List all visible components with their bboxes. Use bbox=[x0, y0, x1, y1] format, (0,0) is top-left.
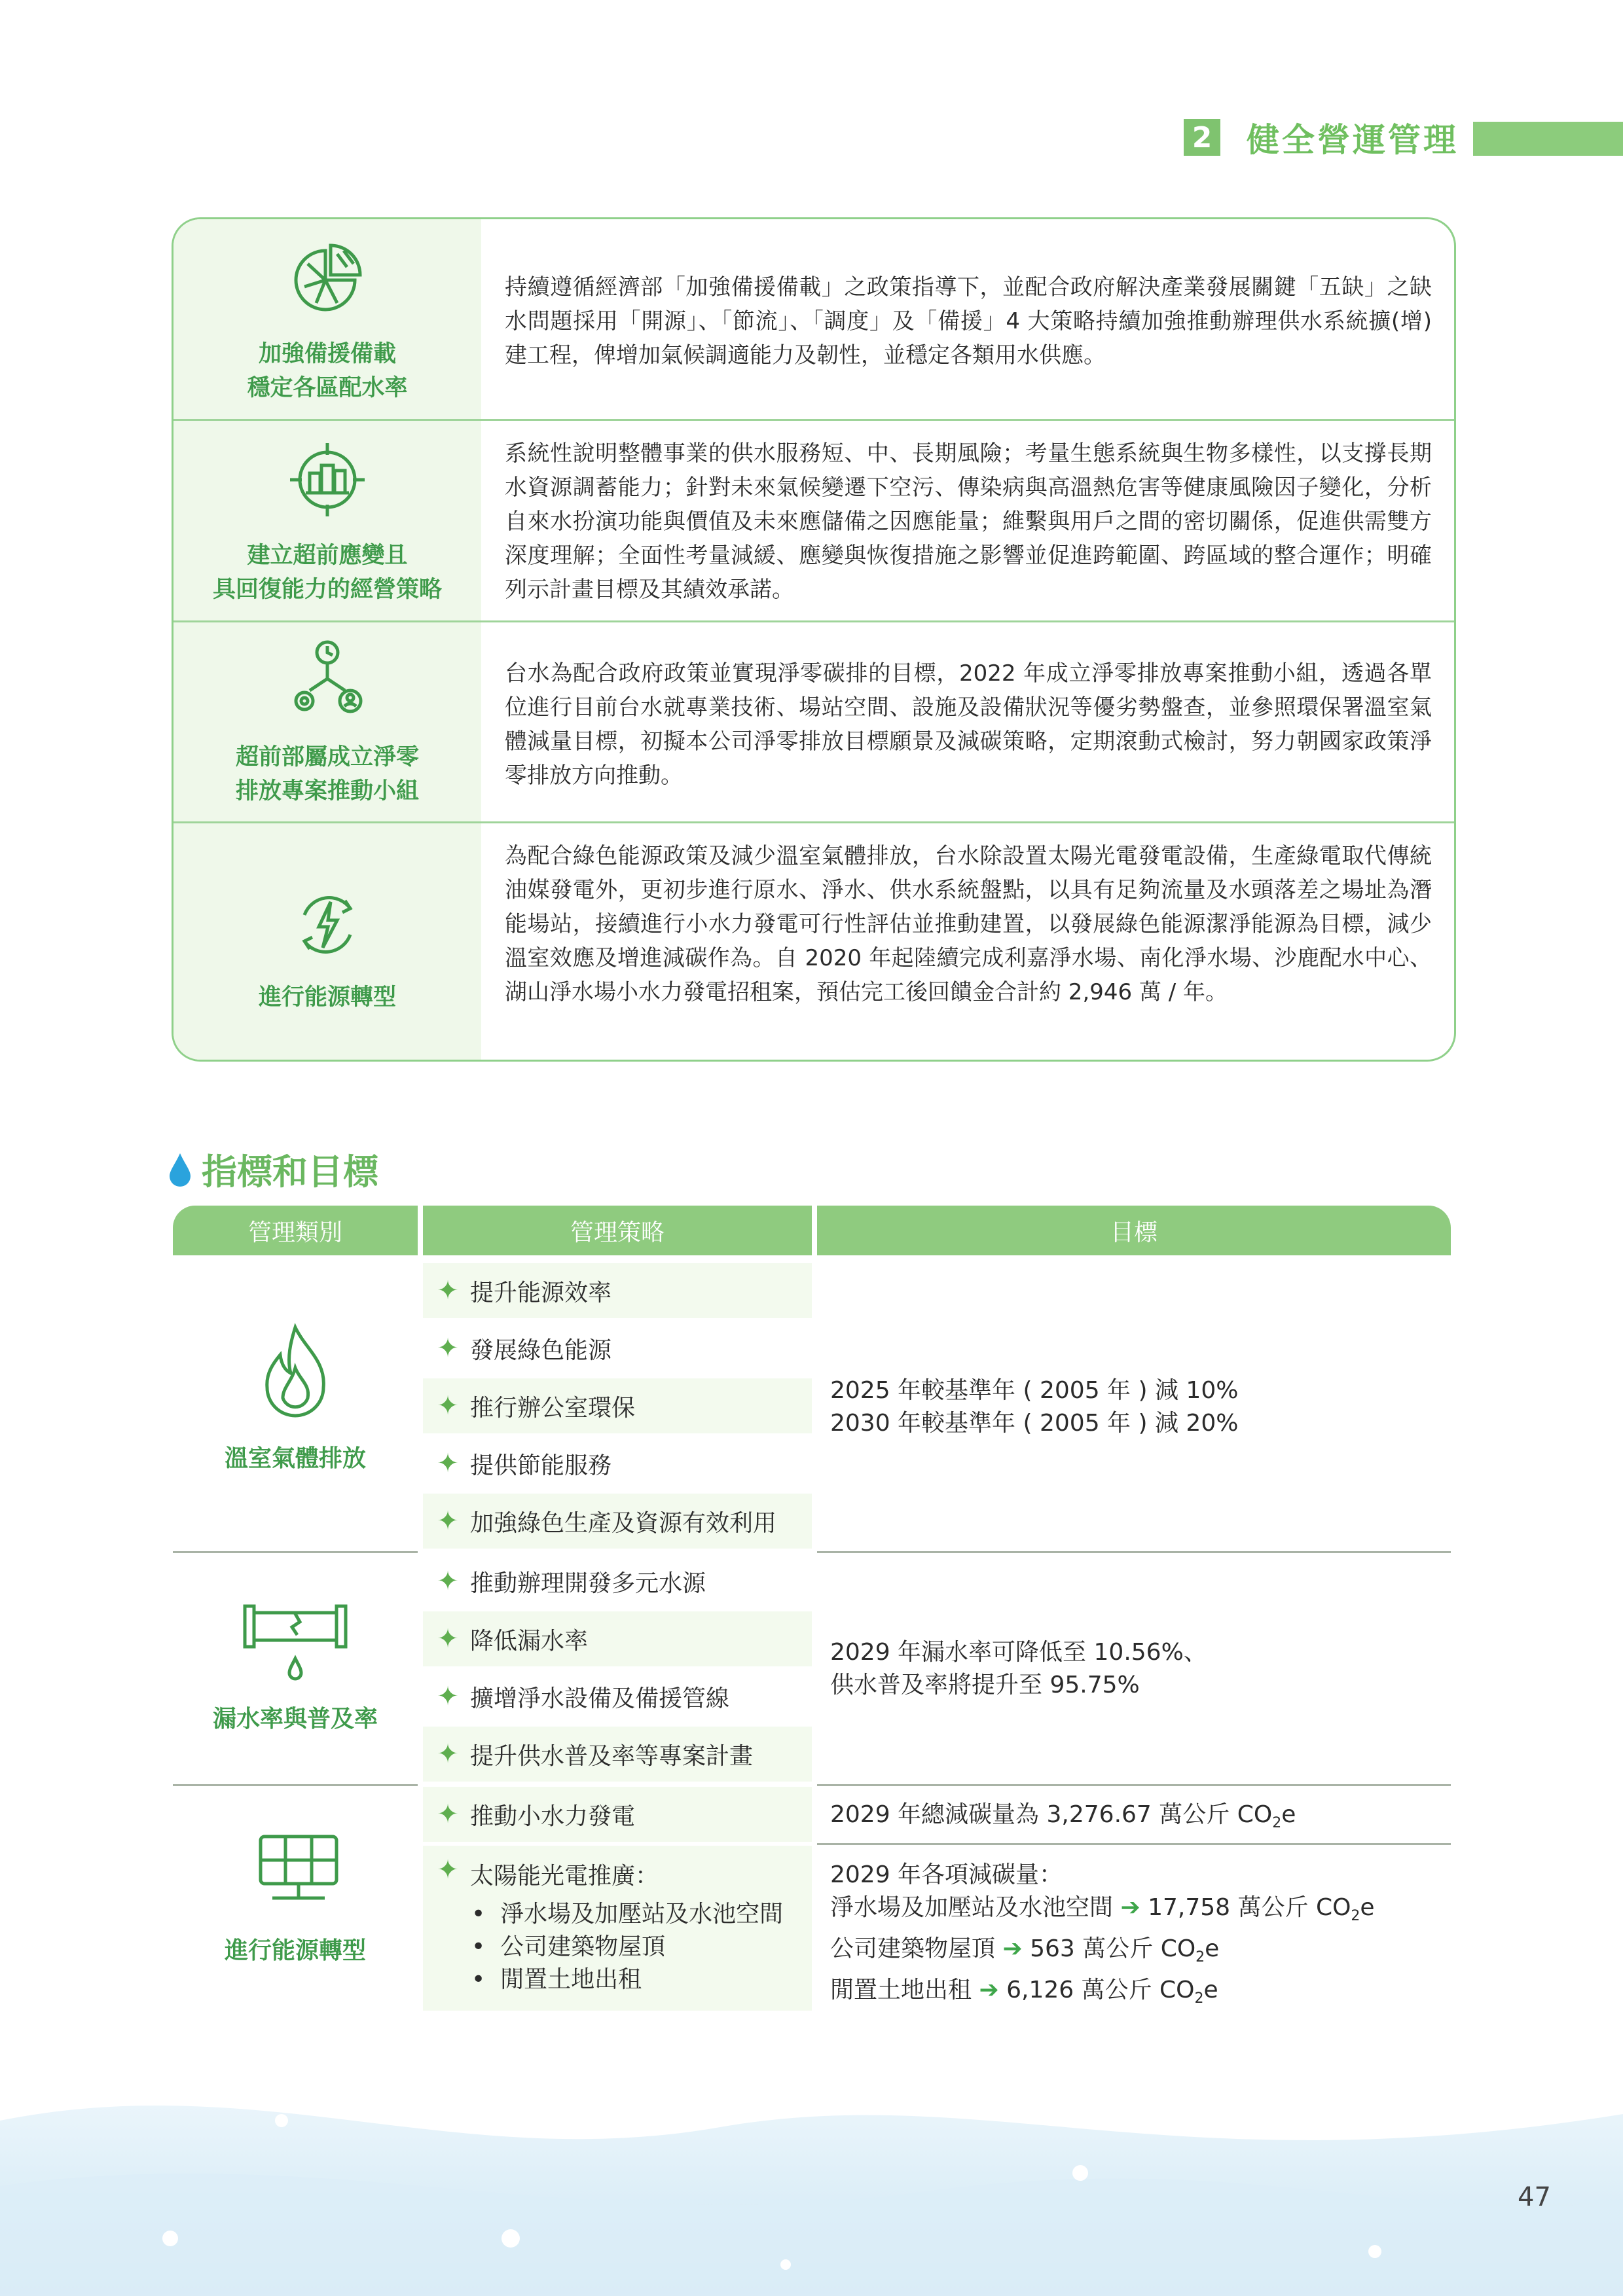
row-divider bbox=[817, 1551, 1451, 1553]
strategy-item-text: 太陽能光電推廣： bbox=[470, 1863, 659, 1890]
strategy-label bbox=[173, 980, 481, 1014]
col-header-goal: 目標 bbox=[817, 1206, 1451, 1255]
team-network-icon bbox=[285, 638, 370, 723]
goal-text bbox=[830, 1374, 1238, 1440]
strategy-label bbox=[173, 539, 481, 607]
solar-bullet: • 閒置土地出租 bbox=[471, 1966, 642, 1993]
goal-text bbox=[830, 1636, 1207, 1702]
star-bullet-icon: ✦ bbox=[437, 1739, 459, 1769]
page-number: 47 bbox=[1518, 2182, 1551, 2212]
goal-hydro bbox=[830, 1799, 1296, 1840]
col-header-category: 管理類別 bbox=[173, 1206, 418, 1255]
energy-cycle-icon bbox=[285, 882, 370, 967]
goal-solar-value: 563 萬公斤 CO bbox=[1030, 1935, 1196, 1963]
strategy-label bbox=[173, 740, 481, 808]
star-bullet-icon: ✦ bbox=[437, 1566, 459, 1596]
strategy-item-text: 推行辦公室環保 bbox=[470, 1394, 636, 1422]
strategy-description: 系統性說明整體事業的供水服務短、中、長期風險；考量生態系統與生物多樣性，以支撐長期水資源調蓄能力；針對未來氣候變遷下空污、傳染病與高溫熱危害等健康風險因子變化，分析自來水扮演功能與價值及未來應儲備之因應能量；維繫與用戶之間的密切關係，促進供需雙方深度理解；全面性考量減緩、應變與恢復措施之影響並促進跨範圍、跨區域的整合運作；明確列示計畫目標及其績效承諾。 bbox=[505, 440, 1432, 603]
arrow-right-icon: ➔ bbox=[979, 1977, 999, 2004]
strategy-label bbox=[173, 337, 481, 405]
strategy-item-text: 提升供水普及率等專案計畫 bbox=[470, 1742, 754, 1770]
goal-solar bbox=[830, 1859, 1375, 2016]
strategy-description: 台水為配合政府政策並實現淨零碳排的目標，2022 年成立淨零排放專案推動小組，透過各單位進行目前台水就專業技術、場站空間、設施及設備狀況等優劣勢盤查，並參照環保署溫室氣體減量目標，初擬本公司淨零排放目標願景及減碳策略，定期滾動式檢討，努力朝國家政策淨零排放方向推動。 bbox=[505, 660, 1432, 789]
strategy-row bbox=[173, 219, 1454, 419]
strategy-item bbox=[423, 1611, 812, 1666]
strategy-item-text: 降低漏水率 bbox=[470, 1627, 589, 1655]
category-label: 漏水率與普及率 bbox=[212, 1706, 378, 1732]
city-target-icon bbox=[285, 439, 370, 524]
goal-hydro-text: 2029 年總減碳量為 3,276.67 萬公斤 CO bbox=[830, 1801, 1273, 1828]
co2-subscript: 2 bbox=[1194, 1990, 1204, 2007]
star-bullet-icon: ✦ bbox=[437, 1855, 459, 1885]
strategy-description: 為配合綠色能源政策及減少溫室氣體排放，台水除設置太陽光電發電設備，生產綠電取代傳統油媒發電外，更初步進行原水、淨水、供水系統盤點，以具有足夠流量及水頭落差之場址為潛能場站，接續進行小水力發電可行性評估並推動建置，以發展綠色能源潔淨能源為目標，減少溫室效應及增進減碳作為。自 2020 年起陸續完成利嘉淨水場、南化淨水場、沙鹿配水中心、湖山淨水場小水力發電招租案，預估完工後回饋金合計約 2,946 萬 / 年。 bbox=[505, 843, 1432, 1005]
goal-solar-item bbox=[830, 1933, 1375, 1974]
row-divider bbox=[173, 1551, 418, 1553]
star-bullet-icon: ✦ bbox=[437, 1506, 459, 1536]
category-label: 溫室氣體排放 bbox=[224, 1445, 366, 1472]
arrow-right-icon: ➔ bbox=[1120, 1894, 1140, 1921]
star-bullet-icon: ✦ bbox=[437, 1624, 459, 1654]
strategy-item bbox=[423, 1321, 812, 1376]
water-drop-icon bbox=[168, 1152, 192, 1187]
goal-solar-site: 公司建築物屋頂 bbox=[830, 1935, 996, 1963]
water-wave-decoration bbox=[0, 2042, 1623, 2296]
strategy-item-text: 推動小水力發電 bbox=[470, 1803, 636, 1830]
star-bullet-icon: ✦ bbox=[437, 1448, 459, 1479]
solar-panel-icon bbox=[253, 1833, 344, 1911]
chapter-number: 2 bbox=[1184, 119, 1220, 156]
leaking-pipe-icon bbox=[241, 1601, 350, 1683]
pie-chart-icon bbox=[285, 238, 370, 323]
strategy-item-text: 推動辦理開發多元水源 bbox=[470, 1570, 706, 1597]
strategy-row bbox=[173, 419, 1454, 622]
goal-solar-value: 17,758 萬公斤 CO bbox=[1148, 1894, 1351, 1921]
solar-bullet: • 淨水場及加壓站及水池空間 bbox=[471, 1901, 784, 1928]
strategy-description: 持續遵循經濟部「加強備援備載」之政策指導下，並配合政府解決產業發展關鍵「五缺」之缺水問題採用「開源」、「節流」、「調度」及「備援」4 大策略持續加強推動辦理供水系統擴(增)建工程，俾增加氣候調適能力及韌性，並穩定各類用水供應。 bbox=[505, 274, 1432, 368]
chapter-title: 健全營運管理 bbox=[1247, 121, 1459, 159]
strategy-item bbox=[423, 1787, 812, 1842]
strategy-item bbox=[423, 1263, 812, 1318]
row-divider bbox=[173, 1784, 418, 1786]
co2-suffix: e bbox=[1281, 1801, 1296, 1828]
goal-line: 2029 年漏水率可降低至 10.56%、 bbox=[830, 1639, 1207, 1666]
strategy-item bbox=[423, 1669, 812, 1724]
row-divider bbox=[817, 1784, 1451, 1786]
category-label: 進行能源轉型 bbox=[224, 1937, 366, 1964]
strategy-item bbox=[423, 1436, 812, 1491]
strategy-label-line: 排放專案推動小組 bbox=[235, 778, 419, 804]
co2-subscript: 2 bbox=[1351, 1908, 1360, 1925]
col-header-strategy: 管理策略 bbox=[423, 1206, 812, 1255]
strategy-item bbox=[423, 1494, 812, 1549]
goal-solar-title: 2029 年各項減碳量： bbox=[830, 1861, 1063, 1888]
chapter-header bbox=[1184, 118, 1459, 157]
arrow-right-icon: ➔ bbox=[1002, 1935, 1023, 1963]
strategy-row bbox=[173, 620, 1454, 823]
strategy-row-label-cell bbox=[173, 421, 481, 622]
strategy-label-line: 穩定各區配水率 bbox=[247, 375, 408, 401]
goal-solar-site: 淨水場及加壓站及水池空間 bbox=[830, 1894, 1114, 1921]
co2-subscript: 2 bbox=[1272, 1815, 1282, 1832]
goal-solar-value: 6,126 萬公斤 CO bbox=[1006, 1977, 1195, 2004]
solar-bullet: • 公司建築物屋頂 bbox=[471, 1933, 666, 1960]
co2-subscript: 2 bbox=[1195, 1949, 1205, 1966]
flame-icon bbox=[253, 1322, 338, 1420]
solar-bullet-text: 淨水場及加壓站及水池空間 bbox=[500, 1901, 784, 1928]
goal-solar-item bbox=[830, 1892, 1375, 1933]
star-bullet-icon: ✦ bbox=[437, 1681, 459, 1712]
solar-bullet-text: 閒置土地出租 bbox=[500, 1966, 642, 1993]
strategy-row-label-cell bbox=[173, 622, 481, 823]
strategy-item bbox=[423, 1727, 812, 1782]
indicators-heading bbox=[168, 1144, 378, 1194]
indicators-title: 指標和目標 bbox=[202, 1151, 378, 1193]
co2-suffix: e bbox=[1205, 1935, 1220, 1963]
row-divider bbox=[817, 1843, 1451, 1845]
goal-solar-site: 閒置土地出租 bbox=[830, 1977, 972, 2004]
strategy-item-text: 加強綠色生產及資源有效利用 bbox=[470, 1509, 777, 1537]
goal-line: 2025 年較基準年 ( 2005 年 ) 減 10% bbox=[830, 1377, 1239, 1404]
strategy-label-line: 加強備援備載 bbox=[258, 341, 396, 367]
star-bullet-icon: ✦ bbox=[437, 1391, 459, 1421]
star-bullet-icon: ✦ bbox=[437, 1799, 459, 1829]
star-bullet-icon: ✦ bbox=[437, 1276, 459, 1306]
strategy-item-text: 擴增淨水設備及備援管線 bbox=[470, 1685, 730, 1712]
strategy-label-line: 進行能源轉型 bbox=[258, 984, 396, 1011]
strategy-item-text: 提升能源效率 bbox=[470, 1279, 612, 1306]
strategy-table bbox=[172, 217, 1456, 1062]
strategy-row bbox=[173, 821, 1454, 1062]
goal-solar-item bbox=[830, 1974, 1375, 2015]
goal-line: 供水普及率將提升至 95.75% bbox=[830, 1672, 1140, 1698]
solar-bullet-text: 公司建築物屋頂 bbox=[500, 1933, 666, 1960]
strategy-row-label-cell bbox=[173, 823, 481, 1062]
strategy-item-text: 提供節能服務 bbox=[470, 1452, 612, 1479]
chapter-accent-bar bbox=[1473, 122, 1623, 156]
strategy-label-line: 建立超前應變且 bbox=[247, 543, 408, 569]
strategy-item bbox=[423, 1554, 812, 1609]
star-bullet-icon: ✦ bbox=[437, 1333, 459, 1363]
co2-suffix: e bbox=[1203, 1977, 1218, 2004]
strategy-item bbox=[423, 1378, 812, 1433]
goal-line: 2030 年較基準年 ( 2005 年 ) 減 20% bbox=[830, 1410, 1239, 1437]
co2-suffix: e bbox=[1360, 1894, 1375, 1921]
strategy-row-label-cell bbox=[173, 219, 481, 419]
strategy-label-line: 具回復能力的經營策略 bbox=[212, 577, 442, 603]
strategy-label-line: 超前部屬成立淨零 bbox=[235, 744, 419, 770]
solar-bullet-list bbox=[471, 1898, 783, 1996]
strategy-item-text: 發展綠色能源 bbox=[470, 1336, 612, 1364]
